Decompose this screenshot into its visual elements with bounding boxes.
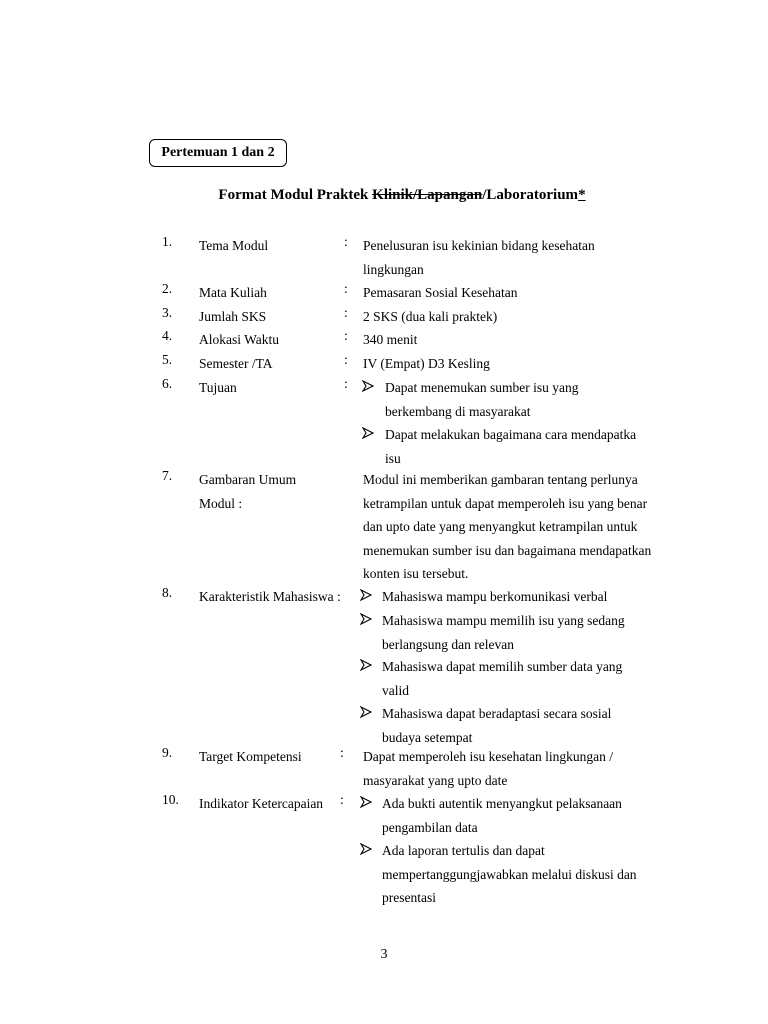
item-value: Pemasaran Sosial Kesehatan (363, 285, 518, 300)
item-label: Indikator Ketercapaian (199, 796, 324, 811)
item-label: Alokasi Waktu (199, 332, 280, 347)
item-value: Dapat memperoleh isu kesehatan lingkungan / masyarakat yang upto date (363, 749, 614, 788)
title-struck-text: Klinik/Lapangan (372, 187, 483, 203)
item-colon: : (344, 376, 348, 391)
arrow-bullet-icon (360, 655, 374, 669)
item-value: 340 menit (363, 332, 418, 347)
meeting-label: Pertemuan 1 dan 2 (161, 145, 275, 160)
item-number: 4. (162, 328, 173, 343)
item-label: Semester /TA (199, 356, 273, 371)
arrow-bullet-icon (360, 792, 374, 806)
arrow-bullet-icon (360, 702, 374, 716)
item-label: Gambaran Umum Modul : (199, 472, 297, 511)
item-label: Karakteristik Mahasiswa : (199, 589, 341, 604)
item-colon: : (344, 234, 348, 249)
document-title (0, 187, 768, 204)
arrow-bullet-icon (360, 839, 374, 853)
title-prefix: Format Modul Praktek (218, 187, 373, 203)
item-colon: : (344, 352, 348, 367)
meeting-label-box (149, 139, 287, 167)
item-number: 3. (162, 305, 173, 320)
bullet-item: Mahasiswa dapat beradaptasi secara sosial budaya setempat (382, 706, 612, 745)
bullet-item: Mahasiswa dapat memilih sumber data yang valid (382, 659, 623, 698)
arrow-bullet-icon (362, 423, 376, 437)
item-colon: : (340, 745, 344, 760)
item-colon: : (340, 792, 344, 807)
item-number: 2. (162, 281, 173, 296)
item-number: 10. (162, 792, 179, 807)
item-number: 6. (162, 376, 173, 391)
title-asterisk: * (578, 187, 586, 203)
arrow-bullet-icon (360, 609, 374, 623)
page-number: 3 (380, 947, 388, 962)
item-label: Target Kompetensi (199, 749, 302, 764)
bullet-item: Mahasiswa mampu memilih isu yang sedang berlangsung dan relevan (382, 613, 625, 652)
arrow-bullet-icon (362, 376, 376, 390)
item-label: Jumlah SKS (199, 309, 267, 324)
item-value: IV (Empat) D3 Kesling (363, 356, 490, 371)
item-number: 9. (162, 745, 173, 760)
item-colon: : (344, 328, 348, 343)
item-value: Penelusuran isu kekinian bidang kesehatan lingkungan (363, 238, 595, 277)
item-number: 7. (162, 468, 173, 483)
item-label: Tema Modul (199, 238, 269, 253)
item-colon: : (344, 305, 348, 320)
bullet-item: Ada bukti autentik menyangkut pelaksanaan pengambilan data (382, 796, 622, 835)
bullet-item: Dapat menemukan sumber isu yang berkembang di masyarakat (385, 380, 579, 419)
item-value: Modul ini memberikan gambaran tentang perlunya ketrampilan untuk dapat memperoleh isu yang benar dan upto date yang menyangkut ketrampilan untuk menemukan sumber isu dan bagaimana mendapatkan konten isu tersebut. (363, 472, 652, 581)
item-label: Mata Kuliah (199, 285, 267, 300)
title-suffix: /Laboratorium (482, 187, 579, 203)
bullet-item: Ada laporan tertulis dan dapat mempertanggungjawabkan melalui diskusi dan presentasi (382, 843, 637, 905)
item-colon: : (344, 281, 348, 296)
item-value: 2 SKS (dua kali praktek) (363, 309, 498, 324)
bullet-item: Dapat melakukan bagaimana cara mendapatka isu (385, 427, 637, 466)
arrow-bullet-icon (360, 585, 374, 599)
item-label: Tujuan (199, 380, 237, 395)
bullet-item: Mahasiswa mampu berkomunikasi verbal (382, 589, 608, 604)
item-number: 8. (162, 585, 173, 600)
item-number: 5. (162, 352, 173, 367)
item-number: 1. (162, 234, 173, 249)
